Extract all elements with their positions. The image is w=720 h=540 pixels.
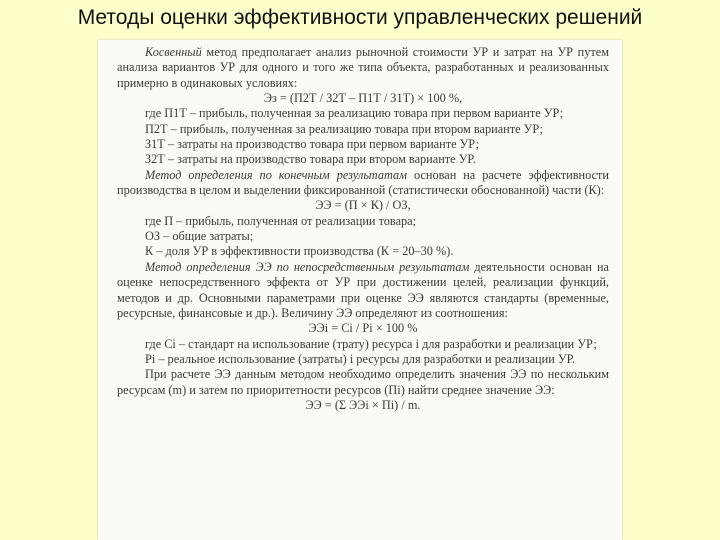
paragraph-direct-results-method: [117, 260, 609, 321]
slide-title: Методы оценки эффективности управленческих решений: [77, 6, 643, 29]
definition-z1t: З1Т – затраты на производство товара при первом варианте УР;: [145, 137, 480, 152]
formula-average: ЭЭ = (Σ ЭЭi × Пi) / m.: [305, 397, 421, 412]
definition-p1t: где П1Т – прибыль, полученная за реализацию товара при первом варианте УР;: [145, 106, 564, 121]
method-term: Метод определения ЭЭ по непосредственным результатам: [145, 259, 470, 274]
definition-real-pi: Рi – реальное использование (затраты) i ресурсы для разработки и реализации УР.: [145, 351, 575, 366]
scanned-page: [98, 40, 622, 540]
method-term: Метод определения по конечным результатам: [145, 167, 407, 182]
paragraph-average: При расчете ЭЭ данным методом необходимо определить значения ЭЭ по нескольким ресурсам (m) и затем по приоритетности ресурсов (Пi) найти среднее значение ЭЭ:: [117, 367, 609, 397]
paragraph-indirect-method: [117, 45, 609, 91]
definition-standard-ci: где Сi – стандарт на использование (трату) ресурса i для разработки и реализации УР;: [145, 336, 597, 351]
paragraph-final-results-method: [117, 168, 609, 199]
definition-z2t: З2Т – затраты на производство товара при втором варианте УР.: [145, 152, 476, 167]
definition-profit: где П – прибыль, полученная от реализации товара;: [145, 213, 417, 228]
document-text: [98, 40, 622, 413]
definition-total-costs: ОЗ – общие затраты;: [145, 229, 254, 244]
formula-direct-results: ЭЭi = Сi / Рi × 100 %: [308, 321, 418, 336]
paragraph-text: основан на расчете эффективности производства в целом и выделении фиксированной (статистически обоснованной) части (К):: [117, 167, 609, 198]
definition-p2t: П2Т – прибыль, полученная за реализацию товара при втором варианте УР;: [145, 121, 544, 136]
paragraph-text: деятельности основан на оценке непосредственного эффекта от УР при достижении целей, реализации функций, методов и др. Основными параметрами при оценке ЭЭ являются стандарты (временные, ресурсные, финансовые и др.). Величину ЭЭ определяют из соотношения:: [117, 259, 609, 320]
formula-indirect: Эз = (П2Т / З2Т – П1Т / З1Т) × 100 %,: [263, 91, 463, 106]
definition-share-k: К – доля УР в эффективности производства (К = 20–30 %).: [145, 244, 454, 259]
method-term: Косвенный: [145, 45, 202, 59]
formula-final-results: ЭЭ = (П × К) / ОЗ,: [315, 198, 411, 213]
paragraph-text: метод предполагает анализ рыночной стоимости УР и затрат на УР путем анализа вариантов УР для одного и того же типа объекта, разработанных и реализованных примерно в одинаковых условиях:: [117, 45, 609, 90]
